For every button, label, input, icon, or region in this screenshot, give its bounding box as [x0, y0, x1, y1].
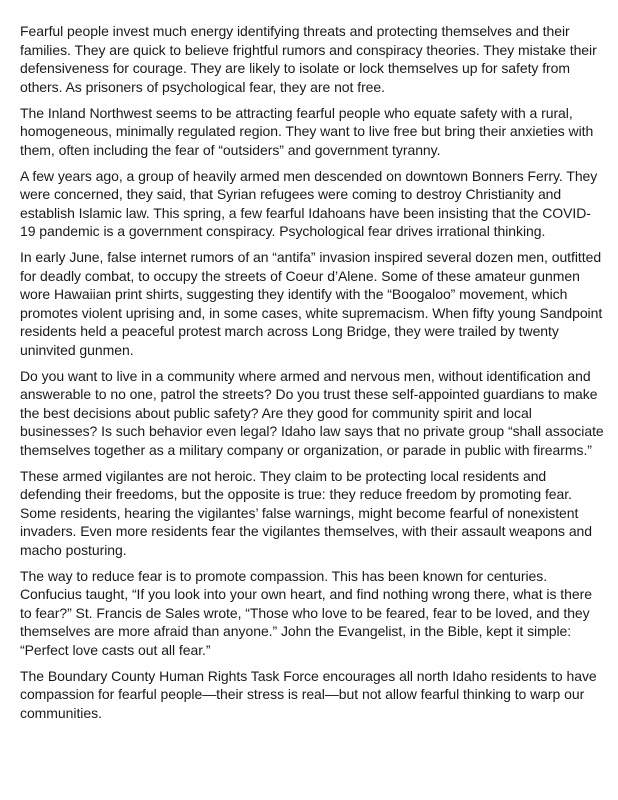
- document-body: [20, 22, 606, 730]
- paragraph-1: Fearful people invest much energy identifying threats and protecting themselves and their families. They are quick to believe frightful rumors and conspiracy theories. They mistake their defensiveness for courage. They are likely to isolate or lock themselves up for safety from others. As prisoners of psychological fear, they are not free.: [20, 23, 597, 95]
- paragraph-6: These armed vigilantes are not heroic. They claim to be protecting local residents and defending their freedoms, but the opposite is true: they reduce freedom by promoting fear. Some residents, hearing the vigilantes’ false warnings, might become fearful of nonexistent invaders. Even more residents fear the vigilantes themselves, with their assault weapons and macho posturing.: [20, 467, 593, 558]
- paragraph-7: The way to reduce fear is to promote compassion. This has been known for centuries. Confucius taught, “If you look into your own heart, and find nothing wrong there, what is there to fear?” St. Francis de Sales wrote, “Those who love to be feared, fear to be loved, and they themselves are more afraid than anyone.” John the Evangelist, in the Bible, kept it simple: “Perfect love casts out all fear.”: [20, 567, 592, 658]
- paragraph-5: Do you want to live in a community where armed and nervous men, without identification and answerable to no one, patrol the streets? Do you trust these self-appointed guardians to make the best decisions about public safety? Are they good for community spirit and local businesses? Is such behavior even legal? Idaho law says that no private group “shall associate themselves together as a military company or organization, or parade in public with firearms.”: [20, 367, 604, 458]
- paragraph-8: The Boundary County Human Rights Task Force encourages all north Idaho residents to have compassion for fearful people—their stress is real—but not allow fearful thinking to warp our communities.: [20, 667, 597, 721]
- paragraph-4: In early June, false internet rumors of an “antifa” invasion inspired several dozen men, outfitted for deadly combat, to occupy the streets of Coeur d’Alene. Some of these amateur gunmen wore Hawaiian print shirts, suggesting they identify with the “Boogaloo” movement, which promotes violent uprising and, in some cases, white supremacism. When fifty young Sandpoint residents held a peaceful protest march across Long Bridge, they were trailed by twenty uninvited gunmen.: [20, 249, 603, 358]
- paragraph-2: The Inland Northwest seems to be attracting fearful people who equate safety with a rural, homogeneous, minimally regulated region. They want to live free but bring their anxieties with them, often including the fear of “outsiders” and government tyranny.: [20, 104, 594, 158]
- paragraph-3: A few years ago, a group of heavily armed men descended on downtown Bonners Ferry. They were concerned, they said, that Syrian refugees were coming to destroy Christianity and establish Islamic law. This spring, a few fearful Idahoans have been insisting that the COVID-19 pandemic is a government conspiracy. Psychological fear drives irrational thinking.: [20, 167, 598, 239]
